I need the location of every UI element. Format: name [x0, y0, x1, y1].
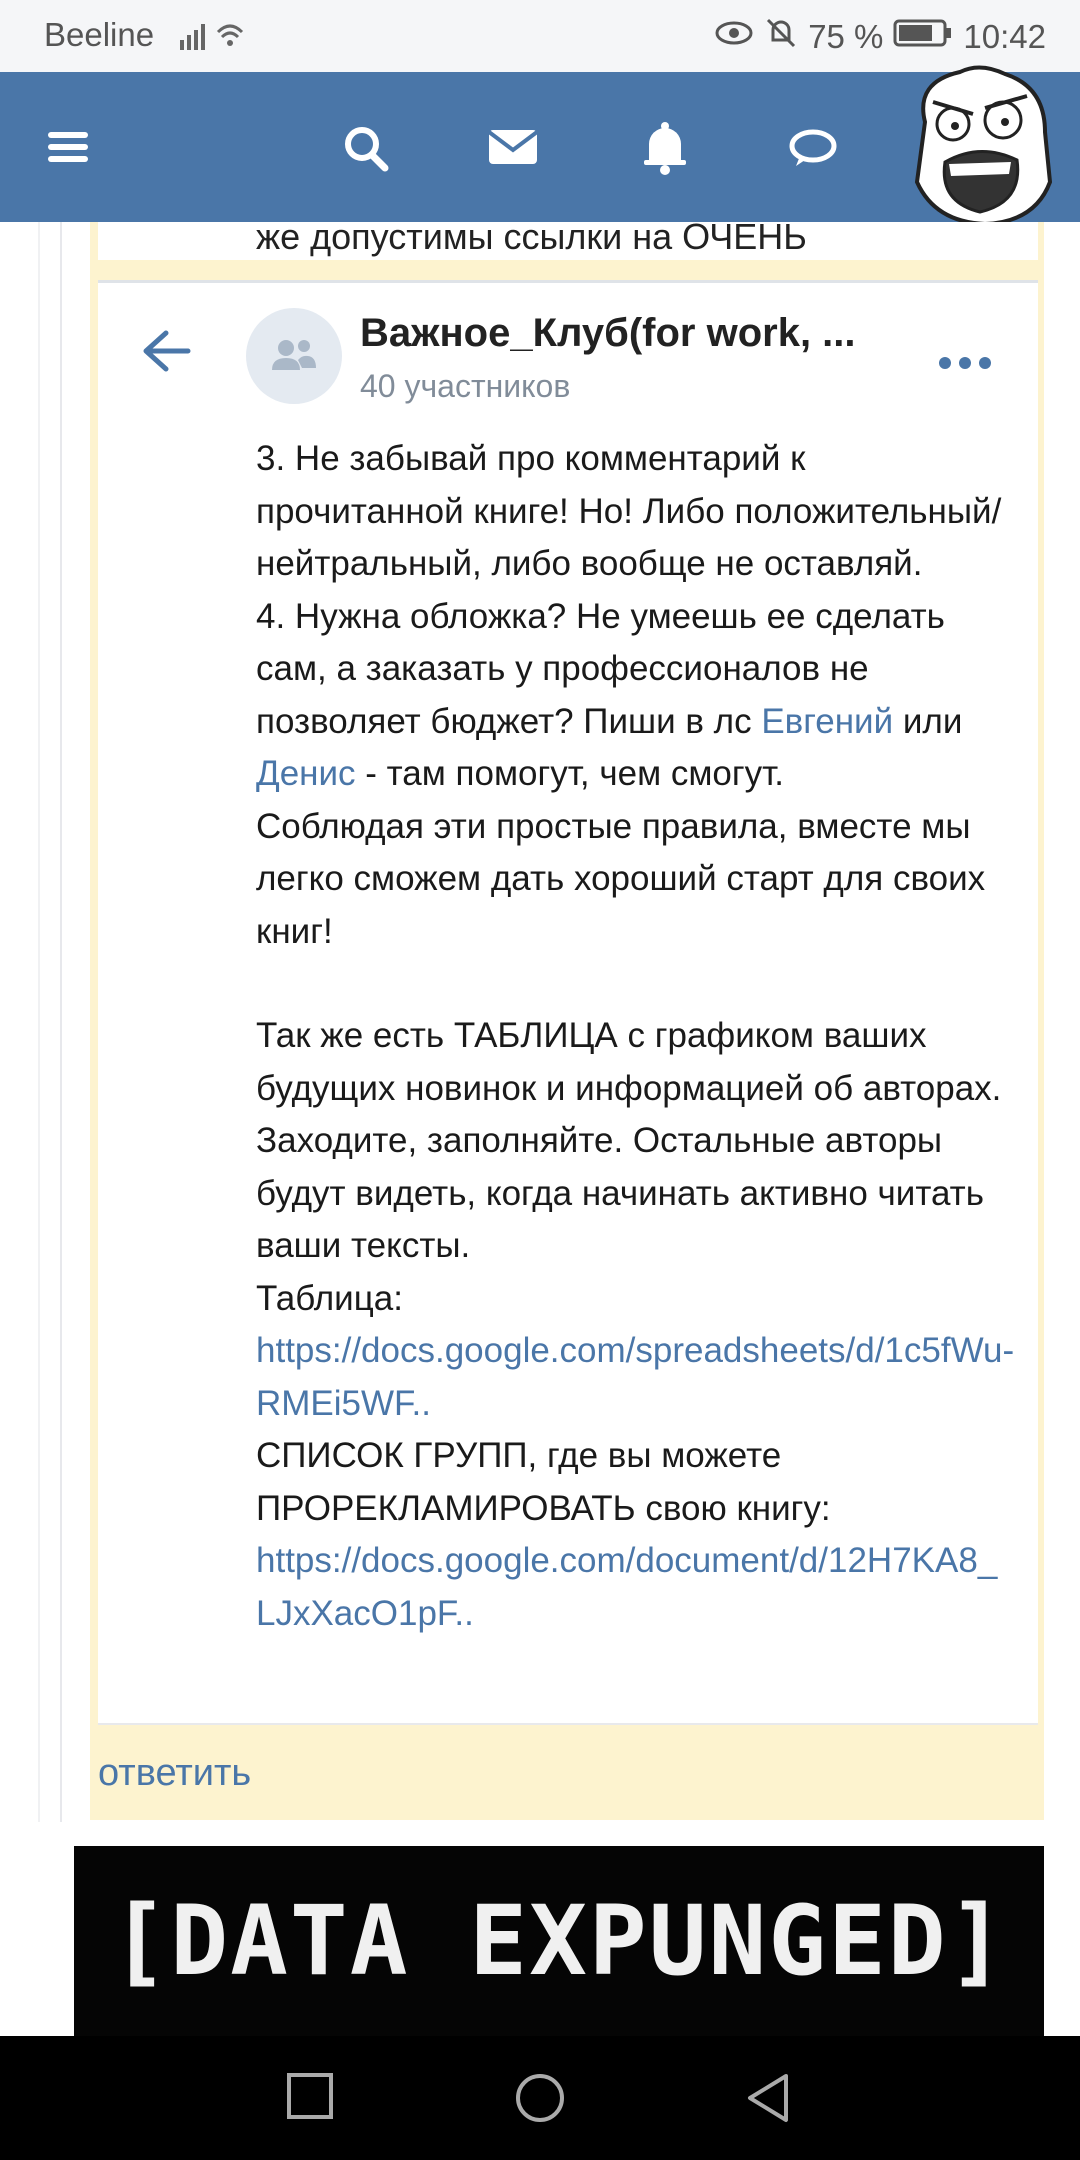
chat-icon[interactable]: [788, 112, 838, 187]
document-link[interactable]: https://docs.google.com/document/d/12H7KA8_LJxXacO1pF..: [256, 1541, 998, 1633]
bell-icon[interactable]: [640, 112, 690, 187]
mail-icon[interactable]: [487, 112, 539, 187]
closing-text: Соблюдая эти простые правила, вместе мы легко сможем дать хороший старт для своих книг!: [256, 806, 986, 951]
rule-4-or: или: [893, 701, 963, 741]
spreadsheet-link[interactable]: https://docs.google.com/spreadsheets/d/1c5fWu-RMEi5WF..: [256, 1331, 1015, 1423]
menu-icon[interactable]: [46, 112, 90, 187]
battery-icon: [893, 18, 953, 56]
reply-link[interactable]: ответить: [98, 1752, 252, 1794]
table-label: Таблица:: [256, 1278, 403, 1318]
carrier-name: Beeline: [44, 16, 155, 53]
more-options-icon[interactable]: [938, 355, 992, 376]
back-arrow-icon[interactable]: [138, 323, 194, 384]
rule-4-text: 4. Нужна обложка? Не умеешь ее сделать сам, а заказать у профессионалов не позволяет бюджет? Пиши в лс: [256, 596, 945, 741]
rule-4-tail: - там помогут, чем смогут.: [355, 754, 785, 793]
group-members: 40 участников: [360, 368, 571, 404]
group-name: Важное_Клуб(for work, ...: [360, 311, 856, 355]
status-right: [714, 16, 1046, 58]
signal-icon: [178, 18, 268, 62]
table-info: Так же есть ТАБЛИЦА с графиком ваших будущих новинок и информацией об авторах. Заходите, заполняйте. Остальные авторы будут видеть, когда начинать активно читать ваши тексты.: [256, 1016, 1002, 1265]
mute-bell-icon: [764, 16, 798, 58]
group-avatar: [246, 308, 342, 404]
redaction-banner: [DATA EXPUNGED]: [74, 1846, 1044, 2036]
eye-icon: [714, 18, 754, 56]
mention-link-evgeniy[interactable]: Евгений: [761, 701, 894, 741]
recent-apps-icon[interactable]: [286, 2072, 334, 2125]
system-nav-bar: [0, 2036, 1080, 2160]
groups-list-label: СПИСОК ГРУПП, где вы можете ПРОРЕКЛАМИРОВАТЬ свою книгу:: [256, 1436, 831, 1528]
search-icon[interactable]: [340, 112, 392, 187]
battery-percent: 75 %: [808, 18, 884, 55]
previous-message: [98, 222, 1038, 260]
mention-link-denis[interactable]: Денис: [256, 754, 356, 793]
clock: 10:42: [963, 18, 1046, 55]
rule-4: [256, 591, 1016, 801]
back-icon[interactable]: [744, 2072, 792, 2129]
thread-line: [38, 222, 40, 1822]
user-avatar[interactable]: [905, 62, 1055, 232]
rule-3: 3. Не забывай про комментарий к прочитанной книге! Но! Либо положительный/нейтральный, либо вообще не оставляй.: [256, 439, 1002, 583]
previous-message-text: же допустимы ссылки на ОЧЕНЬ: [256, 222, 807, 257]
thread-line-inner: [60, 222, 62, 1822]
group-people-icon: [246, 308, 342, 404]
message-body: [256, 433, 1016, 1640]
paragraph-gap: [256, 958, 1016, 1010]
embedded-screenshot: [98, 280, 1038, 1723]
home-icon[interactable]: [514, 2072, 566, 2129]
